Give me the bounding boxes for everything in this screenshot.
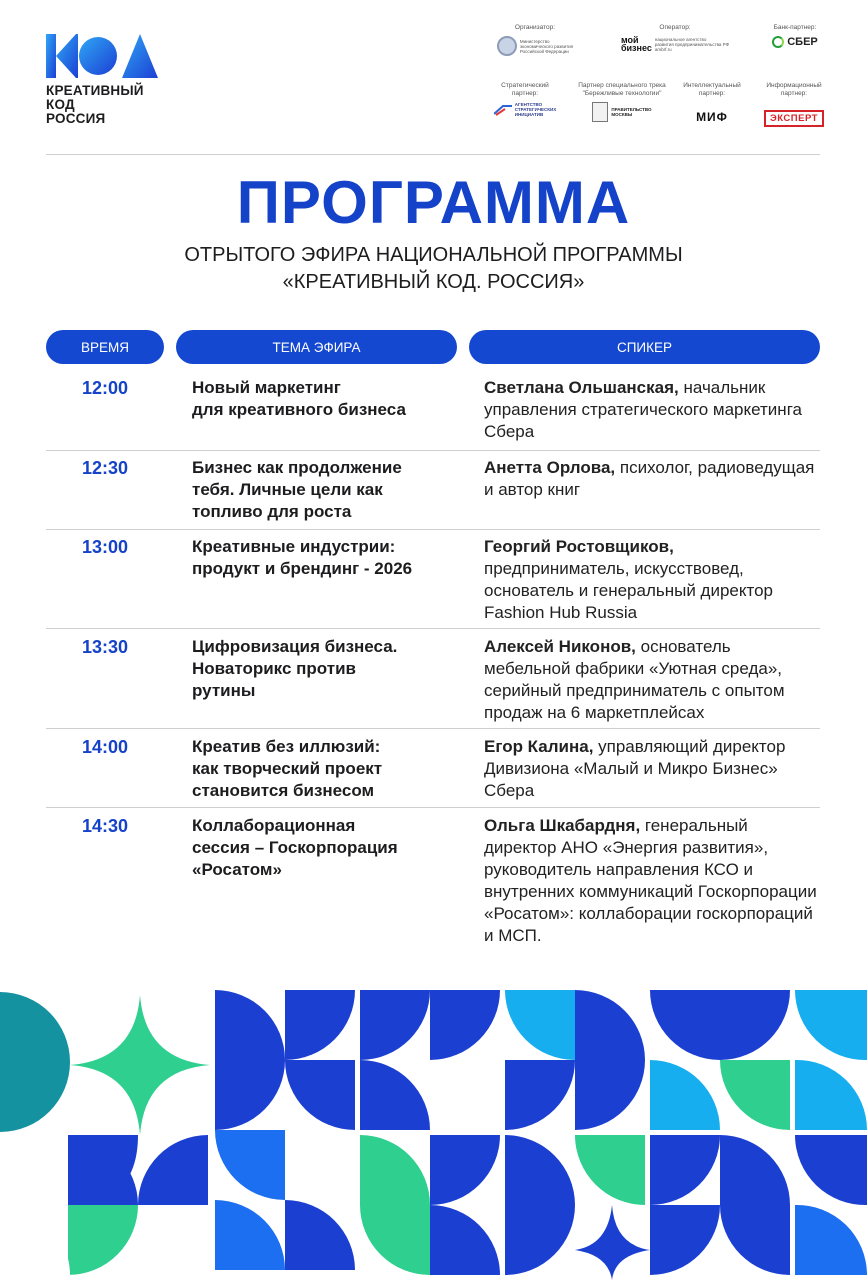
row-topic: Новый маркетинг для креативного бизнеса bbox=[192, 378, 406, 419]
speaker-description: начальник управления стратегического маркетинга Сбера bbox=[484, 378, 802, 441]
row-speaker bbox=[484, 457, 820, 501]
column-header-time: ВРЕМЯ bbox=[46, 330, 164, 364]
partner-info bbox=[758, 82, 830, 127]
moscow-emblem-icon bbox=[592, 102, 608, 122]
partner-text: ПРАВИТЕЛЬСТВО МОСКВЫ bbox=[611, 107, 652, 117]
row-speaker bbox=[484, 736, 820, 802]
speaker-name: Георгий Ростовщиков, bbox=[484, 537, 674, 556]
brand-line: КРЕАТИВНЫЙ bbox=[46, 83, 144, 98]
partner-label: Банк-партнер: bbox=[773, 24, 817, 31]
moy-biznes-logo: мой бизнес bbox=[620, 35, 652, 53]
partner-intellectual bbox=[678, 82, 746, 124]
row-topic: Бизнес как продолжение тебя. Личные цели как топливо для роста bbox=[192, 458, 402, 521]
speaker-name: Алексей Никонов, bbox=[484, 637, 636, 656]
sber-icon bbox=[772, 36, 784, 48]
emblem-icon bbox=[497, 36, 517, 56]
page-subtitle: ОТРЫТОГО ЭФИРА НАЦИОНАЛЬНОЙ ПРОГРАММЫ bbox=[184, 244, 683, 266]
sber-logo: СБЕР bbox=[787, 36, 818, 48]
row-topic: Креатив без иллюзий: как творческий проект становится бизнесом bbox=[192, 737, 383, 800]
brand-line: КОД bbox=[46, 97, 75, 112]
partner-label: Информационный партнер: bbox=[766, 82, 822, 97]
row-time: 14:30 bbox=[81, 816, 129, 836]
partner-text: Министерство экономического развития Российской Федерации bbox=[519, 38, 574, 54]
page-subtitle: «КРЕАТИВНЫЙ КОД. РОССИЯ» bbox=[282, 271, 585, 293]
row-time: 13:30 bbox=[81, 637, 129, 657]
partners-grid bbox=[480, 24, 830, 136]
brand-logo bbox=[46, 34, 176, 126]
partner-label: Интеллектуальный партнер: bbox=[683, 82, 741, 97]
column-header-speaker: СПИКЕР bbox=[469, 330, 820, 364]
row-time: 13:00 bbox=[81, 537, 129, 557]
partner-text: национальное агентство развития предпринимательства РФ ambrf.ru bbox=[654, 36, 730, 52]
row-topic: Креативные индустрии: продукт и брендинг - 2026 bbox=[192, 537, 413, 578]
row-divider bbox=[46, 529, 820, 530]
row-divider bbox=[46, 807, 820, 808]
header-divider bbox=[46, 154, 820, 155]
speaker-description: предприниматель, искусствовед, основатель и генеральный директор Fashion Hub Russia bbox=[484, 559, 774, 622]
partner-label: Организатор: bbox=[514, 24, 556, 31]
decorative-pattern bbox=[0, 990, 867, 1280]
row-speaker bbox=[484, 377, 820, 443]
speaker-name: Анетта Орлова, bbox=[484, 458, 616, 477]
row-time: 12:30 bbox=[81, 458, 129, 478]
partner-bank bbox=[760, 24, 830, 48]
row-time: 14:00 bbox=[81, 737, 129, 757]
partner-operator bbox=[620, 24, 730, 52]
row-divider bbox=[46, 728, 820, 729]
partner-text: АГЕНТСТВО СТРАТЕГИЧЕСКИХ ИНИЦИАТИВ bbox=[514, 102, 557, 117]
row-speaker bbox=[484, 636, 820, 724]
partner-label: Партнер специального трека "Бережливые технологии" bbox=[578, 82, 666, 97]
partner-label: Оператор: bbox=[659, 24, 691, 31]
row-divider bbox=[46, 628, 820, 629]
speaker-description: генеральный директор АНО «Энергия развития», руководитель направления КСО и внутренних коммуникаций Госкорпорации «Росатом»: коллаборации госкорпораций и МСП. bbox=[484, 816, 817, 945]
row-topic: Коллаборационная сессия – Госкорпорация «Росатом» bbox=[192, 816, 398, 879]
expert-logo: ЭКСПЕРТ bbox=[764, 110, 824, 127]
kod-logo-icon bbox=[46, 34, 158, 78]
asi-icon bbox=[494, 104, 512, 116]
speaker-name: Светлана Ольшанская, bbox=[484, 378, 679, 397]
speaker-description: основатель мебельной фабрики «Уютная среда», серийный предприниматель с опытом продаж на 6 маркетплейсах bbox=[484, 637, 785, 722]
brand-line: РОССИЯ bbox=[46, 111, 106, 126]
row-speaker bbox=[484, 815, 820, 947]
page-title: ПРОГРАММА bbox=[236, 169, 631, 236]
speaker-description: управляющий директор Дивизиона «Малый и Микро Бизнес» Сбера bbox=[484, 737, 786, 800]
speaker-name: Егор Калина, bbox=[484, 737, 594, 756]
speaker-name: Ольга Шкабардня, bbox=[484, 816, 641, 835]
partner-organizer bbox=[480, 24, 590, 56]
row-speaker bbox=[484, 536, 820, 624]
column-header-topic: ТЕМА ЭФИРА bbox=[176, 330, 457, 364]
mif-logo: МИФ bbox=[696, 110, 728, 124]
row-topic: Цифровизация бизнеса. Новаторикс против рутины bbox=[192, 637, 398, 700]
partner-label: Стратегический партнер: bbox=[501, 82, 549, 97]
partner-strategic bbox=[480, 82, 570, 117]
speaker-description: психолог, радиоведущая и автор книг bbox=[484, 458, 815, 499]
row-divider bbox=[46, 450, 820, 451]
row-time: 12:00 bbox=[81, 378, 129, 398]
partner-track bbox=[574, 82, 670, 122]
